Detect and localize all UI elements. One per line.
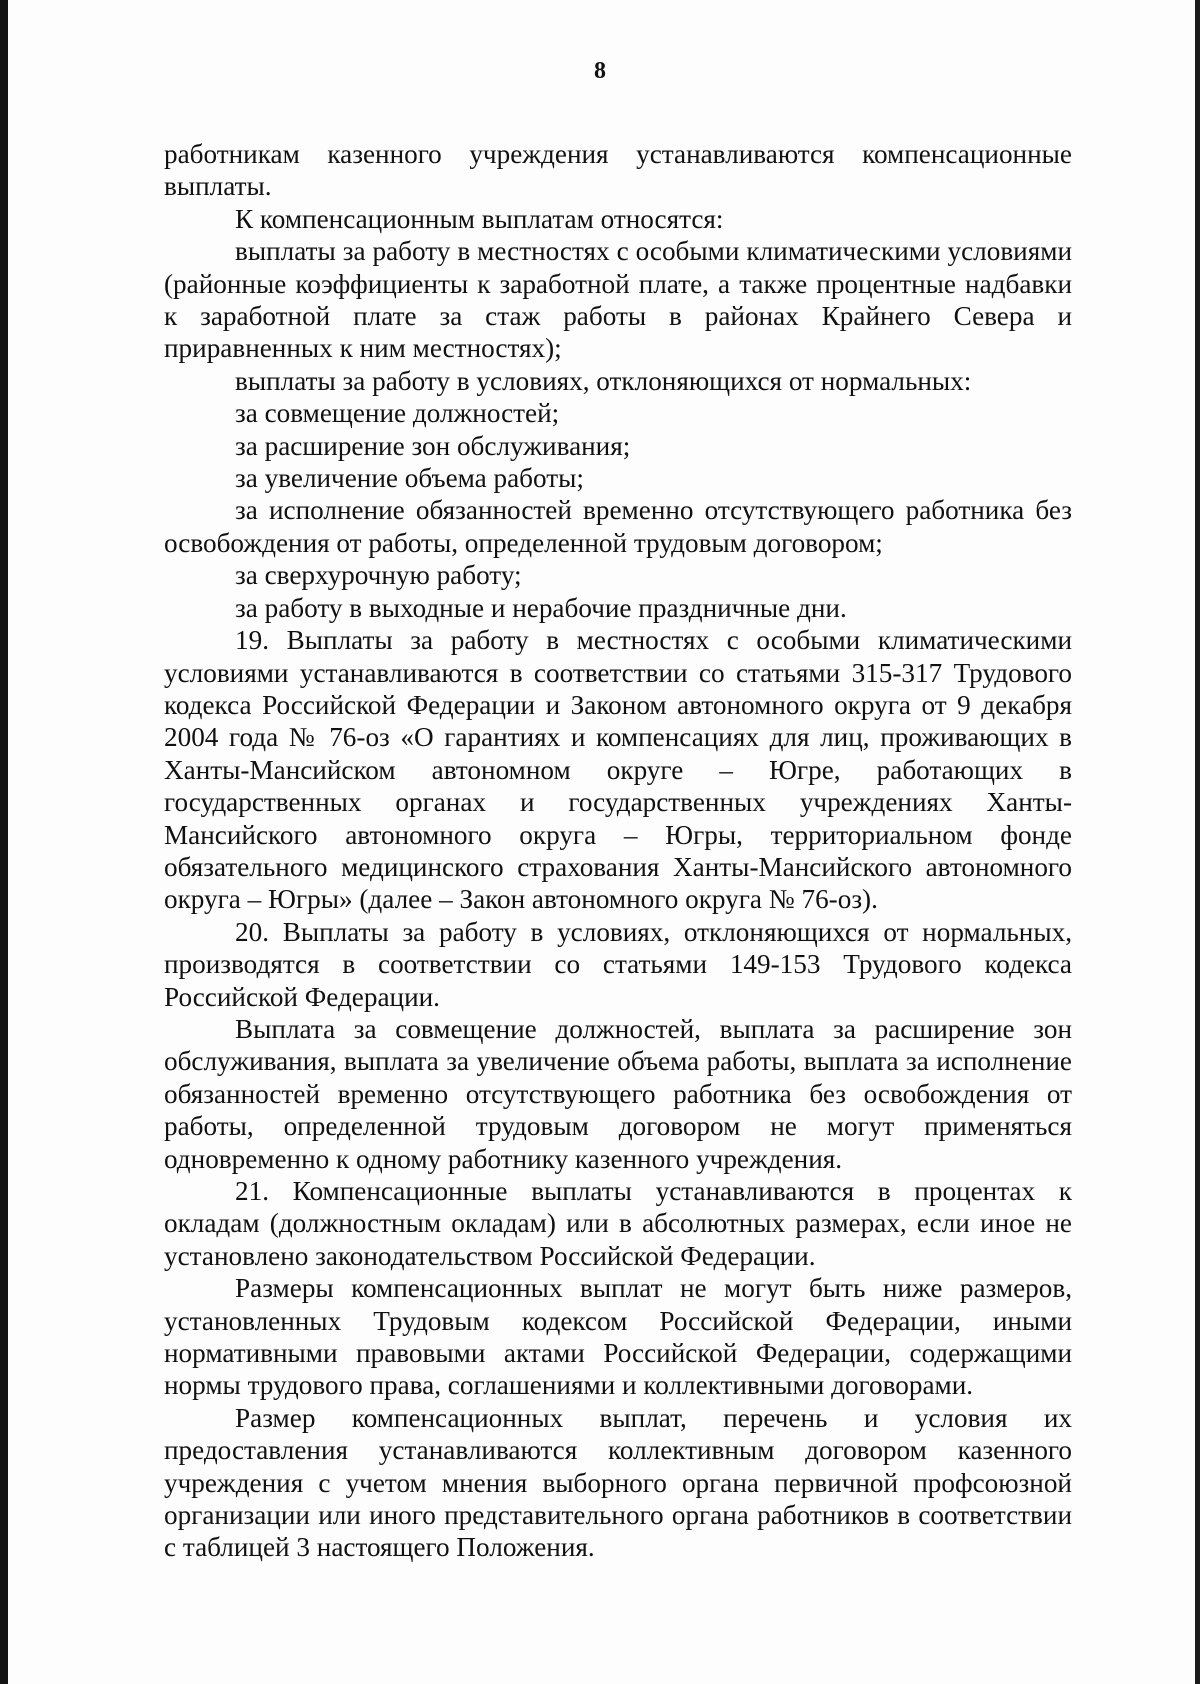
paragraph: Размер компенсационных выплат, перечень и условия их предоставления устанавливаются коллективным договором казенного учреждения с учетом мнения выборного органа первичной профсоюзной организации или иного представительного органа работников в соответствии с таблицей 3 настоящего Положения. (164, 1402, 1072, 1563)
paragraph: 21. Компенсационные выплаты устанавливаются в процентах к окладам (должностным окладам) или в абсолютных размерах, если иное не установлено законодательством Российской Федерации. (164, 1176, 1072, 1271)
paragraph: выплаты за работу в условиях, отклоняющихся от нормальных: (235, 365, 972, 396)
paragraph: К компенсационным выплатам относятся: (235, 203, 724, 234)
document-body (164, 138, 1072, 1564)
paragraph: за сверхурочную работу; (235, 560, 522, 591)
scan-right-edge (1195, 0, 1200, 1684)
paragraph: выплаты за работу в местностях с особыми климатическими условиями (районные коэффициенты к заработной плате, а также процентные надбавки к заработной плате за стаж работы в районах Крайнего Севера и приравненных к ним местностях); (164, 236, 1072, 364)
scan-left-edge (0, 0, 8, 1684)
paragraph: за расширение зон обслуживания; (235, 430, 631, 461)
paragraph: за исполнение обязанностей временно отсутствующего работника без освобождения от работы, определенной трудовым договором; (164, 495, 1072, 558)
paragraph: Размеры компенсационных выплат не могут быть ниже размеров, установленных Трудовым кодексом Российской Федерации, иными нормативными правовыми актами Российской Федерации, содержащими нормы трудового права, соглашениями и коллективными договорами. (164, 1273, 1072, 1401)
paragraph: за совмещение должностей; (235, 398, 560, 429)
paragraph: работникам казенного учреждения устанавливаются компенсационные выплаты. (164, 139, 1072, 202)
paragraph: Выплата за совмещение должностей, выплата за расширение зон обслуживания, выплата за увеличение объема работы, выплата за исполнение обязанностей временно отсутствующего работника без освобождения от работы, определенной трудовым договором не могут применяться одновременно к одному работнику казенного учреждения. (164, 1013, 1072, 1174)
page-number: 8 (594, 58, 606, 84)
paragraph: за работу в выходные и нерабочие праздничные дни. (235, 592, 847, 623)
paragraph: за увеличение объема работы; (235, 463, 584, 494)
paragraph: 19. Выплаты за работу в местностях с особыми климатическими условиями устанавливаются в соответствии со статьями 315-317 Трудового кодекса Российской Федерации и Законом автономного округа от 9 декабря 2004 года № 76-оз «О гарантиях и компенсациях для лиц, проживающих в Ханты-Мансийском автономном округе – Югре, работающих в государственных органах и государственных учреждениях Ханты-Мансийского автономного округа – Югры, территориальном фонде обязательного медицинского страхования Ханты-Мансийского автономного округа – Югры» (далее – Закон автономного округа № 76-оз). (164, 625, 1072, 915)
paragraph: 20. Выплаты за работу в условиях, отклоняющихся от нормальных, производятся в соответствии со статьями 149-153 Трудового кодекса Российской Федерации. (164, 916, 1072, 1012)
